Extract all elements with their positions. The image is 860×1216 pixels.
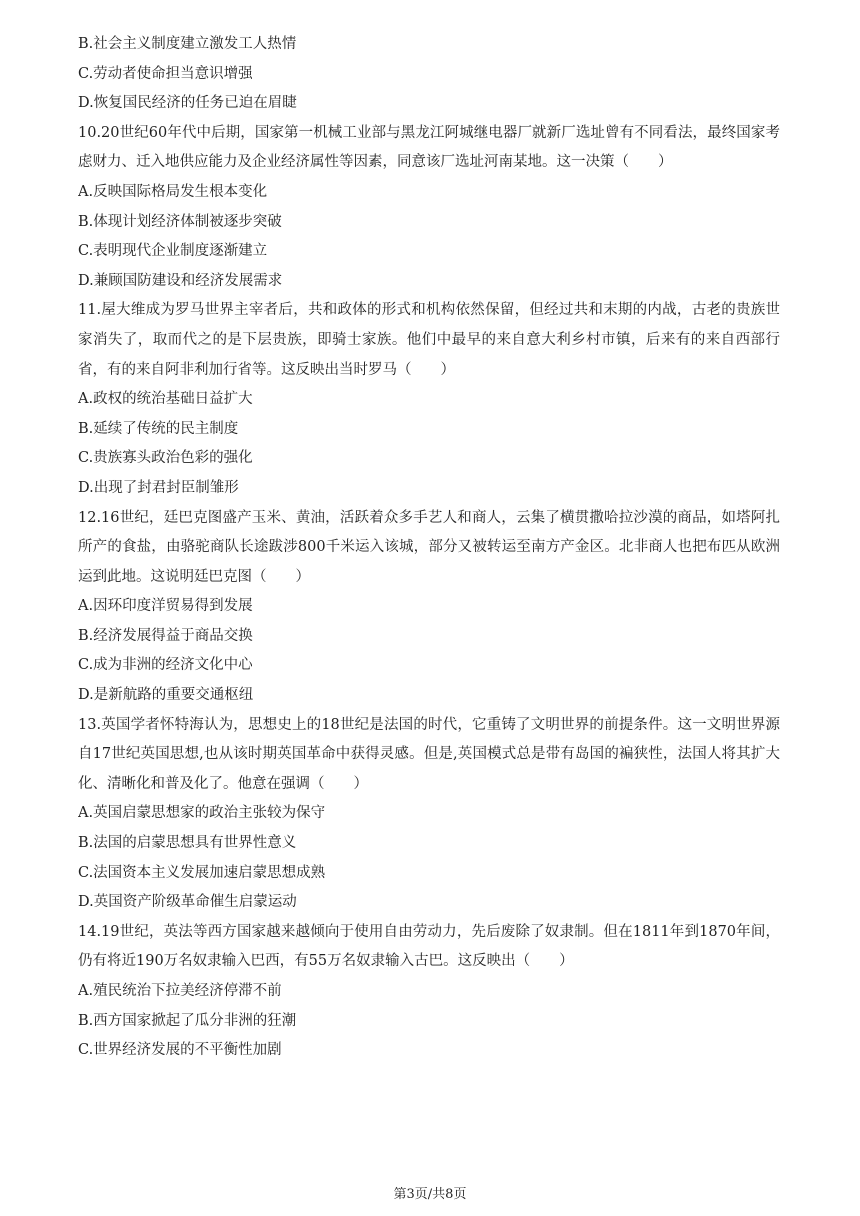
option-a: A.因环印度洋贸易得到发展 xyxy=(78,598,253,615)
option-d: D.出现了封君封臣制雏形 xyxy=(78,479,239,496)
page-number: 第3页/共8页 xyxy=(393,1187,467,1202)
question-13 xyxy=(78,711,780,918)
option-a: A.政权的统治基础日益扩大 xyxy=(78,391,253,408)
option-d: D.英国资产阶级革命催生启蒙运动 xyxy=(78,894,297,911)
question-stem: 13.英国学者怀特海认为，思想史上的18世纪是法国的时代，它重铸了文明世界的前提条件。这一文明世界源自17世纪英国思想,也从该时期英国革命中获得灵感。但是,英国模式总是带有岛国的褊狭性，法国人将其扩大化、清晰化和普及化了。他意在强调（ ） xyxy=(78,716,780,792)
option-d: D.是新航路的重要交通枢纽 xyxy=(78,687,254,704)
question-stem: 12.16世纪，廷巴克图盛产玉米、黄油，活跃着众多手艺人和商人，云集了横贯撒哈拉沙漠的商品，如塔阿扎所产的食盐，由骆驼商队长途跋涉800千米运入该城，部分又被转运至南方产金区。北非商人也把布匹从欧洲运到此地。这说明廷巴克图（ ） xyxy=(78,509,780,585)
option-b: B.延续了传统的民主制度 xyxy=(78,420,239,437)
option-b: B.社会主义制度建立激发工人热情 xyxy=(78,36,297,52)
option-b: B.经济发展得益于商品交换 xyxy=(78,627,253,644)
option-a: A.殖民统治下拉美经济停滞不前 xyxy=(78,983,282,999)
option-d: D.恢复国民经济的任务已迫在眉睫 xyxy=(78,95,297,112)
option-c: C.法国资本主义发展加速启蒙思想成熟 xyxy=(78,864,326,881)
option-c: C.表明现代企业制度逐渐建立 xyxy=(78,243,268,260)
option-b: B.西方国家掀起了瓜分非洲的狂潮 xyxy=(78,1012,297,1029)
option-c: C.贵族寡头政治色彩的强化 xyxy=(78,450,253,467)
question-12 xyxy=(78,504,780,711)
question-10 xyxy=(78,119,780,297)
option-b: B.法国的启蒙思想具有世界性意义 xyxy=(78,835,297,852)
option-b: B.体现计划经济体制被逐步突破 xyxy=(78,213,282,230)
option-a: A.反映国际格局发生根本变化 xyxy=(78,183,268,200)
question-stem: 11.屋大维成为罗马世界主宰者后，共和政体的形式和机构依然保留，但经过共和末期的内战，古老的贵族世家消失了，取而代之的是下层贵族，即骑士家族。他们中最早的来自意大利乡村市镇，后来有的来自西部行省，有的来自阿非利加行省等。这反映出当时罗马（ ） xyxy=(78,302,780,378)
option-d: D.兼顾国防建设和经济发展需求 xyxy=(78,272,283,289)
question-11 xyxy=(78,296,780,503)
question-stem: 10.20世纪60年代中后期，国家第一机械工业部与黑龙江阿城继电器厂就新厂选址曾有不同看法，最终国家考虑财力、迁入地供应能力及企业经济属性等因素，同意该厂选址河南某地。这一决策（ ） xyxy=(78,124,780,171)
question-stem: 14.19世纪，英法等西方国家越来越倾向于使用自由劳动力，先后废除了奴隶制。但在1811年到1870年间，仍有将近190万名奴隶输入巴西，有55万名奴隶输入古巴。这反映出（ ） xyxy=(78,923,780,970)
page-content xyxy=(78,30,780,1066)
option-c: C.劳动者使命担当意识增强 xyxy=(78,65,253,82)
option-c: C.成为非洲的经济文化中心 xyxy=(78,657,253,674)
question-14 xyxy=(78,918,780,1066)
option-a: A.英国启蒙思想家的政治主张较为保守 xyxy=(78,805,326,822)
option-c: C.世界经济发展的不平衡性加剧 xyxy=(78,1042,282,1059)
continued-options xyxy=(78,30,780,119)
